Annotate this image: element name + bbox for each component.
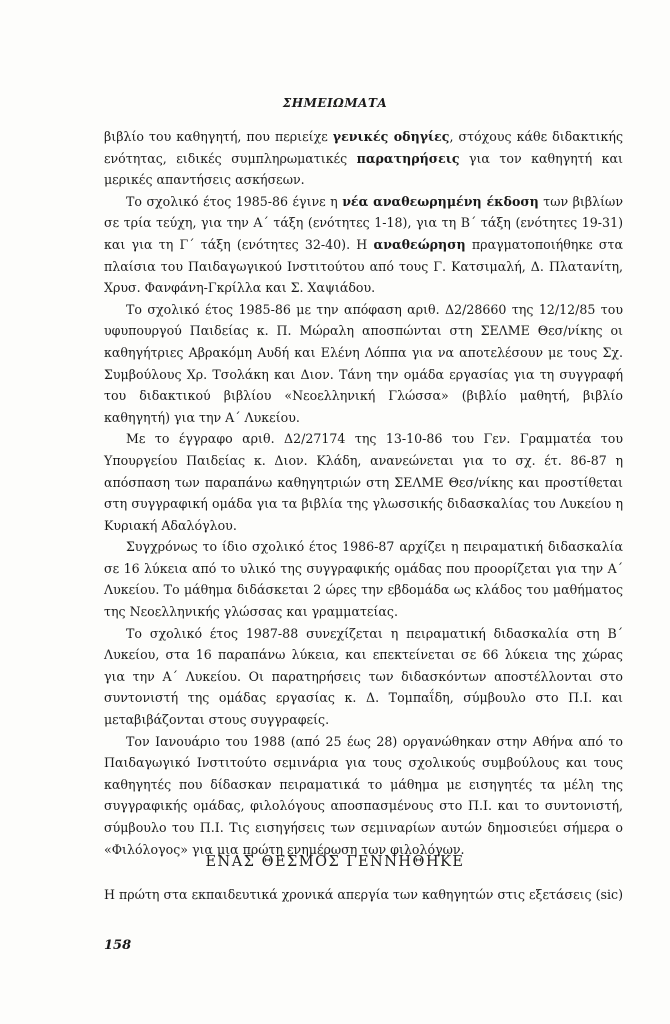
paragraph-4: Με το έγγραφο αριθ. Δ2/27174 της 13-10-86 του Γεν. Γραμματέα του Υπουργείου Παιδείας κ. Διον. Κλάδη, ανανεώνεται για το σχ. έτ. 86-87 η απόσπαση των παραπάνω καθηγητριών στη ΣΕΛΜΕ Θεσ/νίκης και προστίθεται στη συγγραφική ομάδα για τα βιβλία της γλωσσικής διδασκαλίας του Λυκείου η Κυριακή Αδαλόγλου. (104, 431, 623, 533)
paragraph-2 (104, 191, 623, 299)
section-first-line: Η πρώτη στα εκπαιδευτικά χρονικά απεργία των καθηγητών στις εξετάσεις (sic) (104, 887, 623, 902)
body-text (104, 126, 623, 860)
paragraph-1 (104, 126, 623, 191)
running-head: ΣΗΜΕΙΩΜΑΤΑ (282, 96, 388, 110)
page-number: 158 (104, 938, 132, 953)
paragraph-1-text-d: για τον καθηγητή και μερικές απαντήσεις ασκήσεων. (104, 150, 623, 188)
paragraph-2-bold-1: νέα αναθεωρημένη έκδοση (342, 193, 539, 209)
paragraph-3: Το σχολικό έτος 1985-86 με την απόφαση αριθ. Δ2/28660 της 12/12/85 του υφυπουργού Παιδείας κ. Π. Μώραλη αποσπώνται στη ΣΕΛΜΕ Θεσ/νίκης οι καθηγήτριες Αβρακόμη Αυδή και Ελένη Λόππα για να αποτελέσουν με τους Σχ. Συμβούλους Χρ. Τσολάκη και Διον. Τάνη την ομάδα εργασίας για τη συγγραφή του διδακτικού βιβλίου «Νεοελληνική Γλώσσα» (βιβλίο μαθητή, βιβλίο καθηγητή) για την Α΄ Λυκείου. (104, 301, 623, 425)
paragraph-1-bold-2: παρατηρήσεις (356, 150, 460, 166)
paragraph-5: Συγχρόνως το ίδιο σχολικό έτος 1986-87 αρχίζει η πειραματική διδασκαλία σε 16 λύκεια από το υλικό της συγγραφικής ομάδας που προορίζεται για την Α΄ Λυκείου. Το μάθημα διδάσκεται 2 ώρες την εβδομάδα ως κλάδος του μαθήματος της Νεοελληνικής γλώσσας και γραμματείας. (104, 539, 623, 620)
paragraph-1-bold-1: γενικές οδηγίες (332, 129, 450, 144)
paragraph-6: Το σχολικό έτος 1987-88 συνεχίζεται η πειραματική διδασκαλία στη Β΄ Λυκείου, στα 16 παραπάνω λύκεια, και επεκτείνεται σε 66 λύκεια της χώρας για την Α΄ Λυκείου. Οι παρατηρήσεις των διδασκόντων αποστέλλονται στο συντονιστή της ομάδας εργασίας κ. Δ. Τομπαΐδη, σύμβουλο στο Π.Ι. και μεταβιβάζονται στους συγγραφείς. (104, 625, 623, 728)
paragraph-2-text-a: Το σχολικό έτος 1985-86 έγινε η (126, 193, 343, 209)
section-heading: ΕΝΑΣ ΘΕΣΜΟΣ ΓΕΝΝΗΘΗΚΕ (205, 854, 465, 870)
paragraph-1-text-c: , στόχους κάθε διδακτικής ενότητας, ειδικές συμπληρωματικές (104, 129, 623, 166)
paragraph-2-text-d: πραγματοποιήθηκε στα πλαίσια του Παιδαγωγικού Ινστιτούτου από τους Γ. Κατσιμαλή, Δ. Πλατανίτη, Χρυσ. Φανφάνη-Γκρίλλα και Σ. Χαψιάδου. (104, 236, 624, 296)
paragraph-2-text-c: των βιβλίων σε τρία τεύχη, για την Α΄ τάξη (ενότητες 1-18), για τη Β΄ τάξη (ενότητες 19-31) και για τη Γ΄ τάξη (ενότητες 32-40). Η (104, 193, 623, 252)
paragraph-7: Τον Ιανουάριο του 1988 (από 25 έως 28) οργανώθηκαν στην Αθήνα από το Παιδαγωγικό Ινστιτούτο σεμινάρια για τους σχολικούς συμβούλους και τους καθηγητές που δίδασκαν πειραματικά το μάθημα με εισηγητές τα μέλη της συγγραφικής ομάδας, φιλολόγους αποσπασμένους στο Π.Ι. και το συντονιστή, σύμβουλο του Π.Ι. Τις εισηγήσεις των σεμιναρίων αυτών δημοσιεύει σήμερα ο «Φιλόλογος» για μια πρώτη ενημέρωση των φιλολόγων. (104, 733, 623, 857)
paragraph-1-text-a: βιβλίο του καθηγητή, που περιείχε (104, 129, 333, 144)
paragraph-2-bold-2: αναθεώρηση (373, 236, 466, 252)
